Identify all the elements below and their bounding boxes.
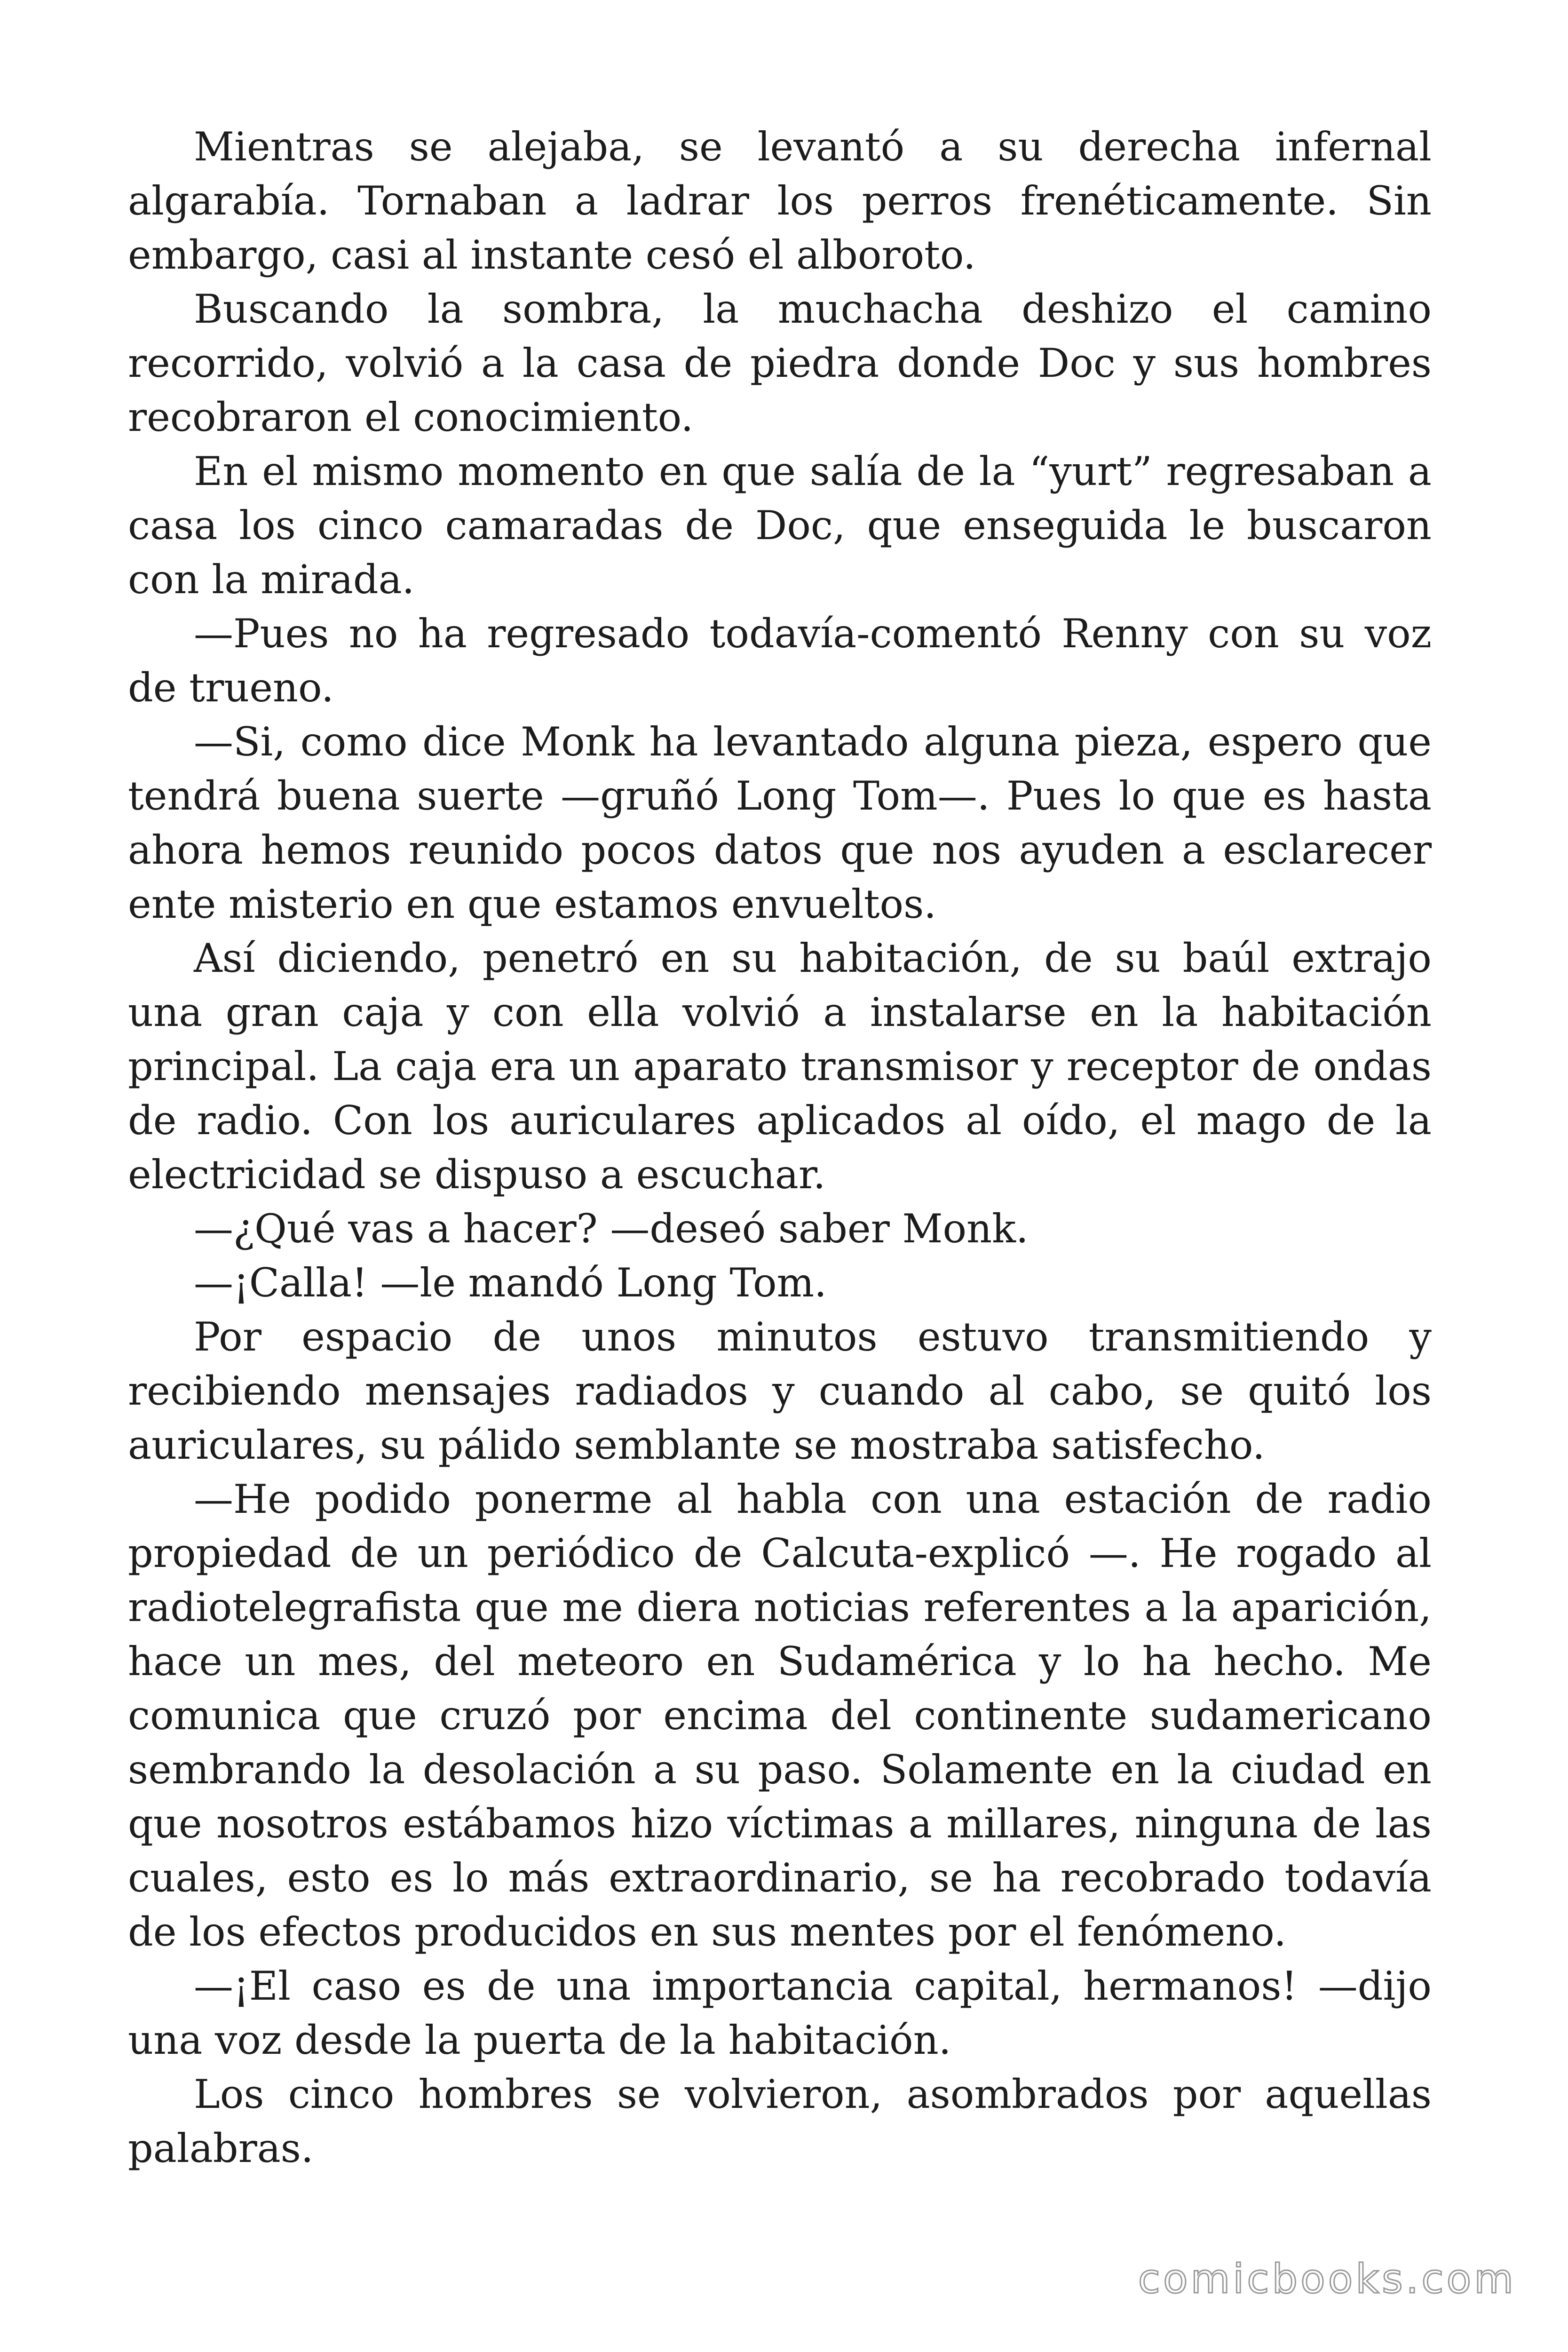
paragraph: Así diciendo, penetró en su habitación, de su baúl extrajo una gran caja y con ella volvió a instalarse en la habitación principal. La caja era un aparato transmisor y receptor de ondas de radio. Con los auriculares aplicados al oído, el mago de la electricidad se dispuso a escuchar. (128, 935, 1432, 1198)
paragraph: —¡El caso es de una importancia capital, hermanos! —dijo una voz desde la puerta de la habitación. (128, 1963, 1432, 2063)
paragraph: En el mismo momento en que salía de la “yurt” regresaban a casa los cinco camaradas de Doc, que enseguida le buscaron con la mirada. (128, 448, 1432, 603)
paragraph: —He podido ponerme al habla con una estación de radio propiedad de un periódico de Calcuta-explicó —. He rogado al radiotelegrafista que me diera noticias referentes a la aparición, hace un mes, del meteoro en Sudamérica y lo ha hecho. Me comunica que cruzó por encima del continente sudamericano sembrando la desolación a su paso. Solamente en la ciudad en que nosotros estábamos hizo víctimas a millares, ninguna de las cuales, esto es lo más extraordinario, se ha recobrado todavía de los efectos producidos en sus mentes por el fenómeno. (128, 1476, 1432, 1955)
paragraph: Los cinco hombres se volvieron, asombrados por aquellas palabras. (128, 2071, 1432, 2171)
watermark-text: comicbooks.com (1138, 2256, 1516, 2303)
paragraph: —¿Qué vas a hacer? —deseó saber Monk. (194, 1206, 1029, 1252)
paragraph: —Si, como dice Monk ha levantado alguna pieza, espero que tendrá buena suerte —gruñó Long Tom—. Pues lo que es hasta ahora hemos reunido pocos datos que nos ayuden a esclarecer ente misterio en que estamos envueltos. (128, 719, 1432, 927)
paragraph: Mientras se alejaba, se levantó a su derecha infernal algarabía. Tornaban a ladrar los perros frenéticamente. Sin embargo, casi al instante cesó el alboroto. (128, 124, 1432, 278)
paragraph: Por espacio de unos minutos estuvo transmitiendo y recibiendo mensajes radiados y cuando al cabo, se quitó los auriculares, su pálido semblante se mostraba satisfecho. (128, 1314, 1432, 1468)
paragraph: —Pues no ha regresado todavía-comentó Renny con su voz de trueno. (128, 611, 1432, 711)
page-body-text (128, 120, 1432, 2176)
paragraph: —¡Calla! —le mandó Long Tom. (194, 1260, 827, 1306)
paragraph: Buscando la sombra, la muchacha deshizo el camino recorrido, volvió a la casa de piedra donde Doc y sus hombres recobraron el conocimiento. (128, 286, 1432, 440)
